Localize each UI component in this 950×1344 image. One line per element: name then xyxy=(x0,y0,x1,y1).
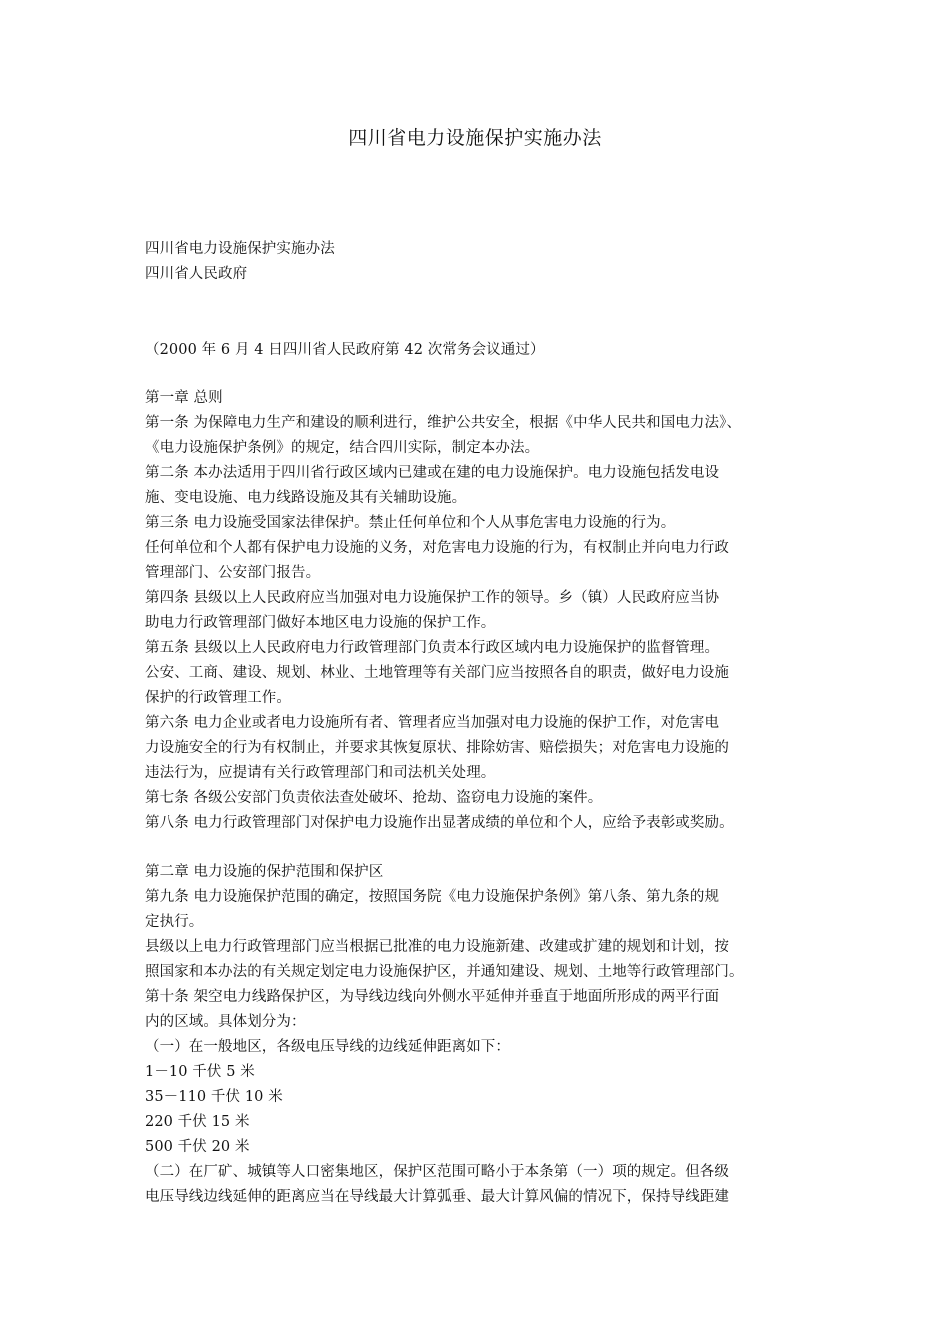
body-line: 公安、工商、建设、规划、林业、土地管理等有关部门应当按照各自的职责，做好电力设施 xyxy=(145,665,729,681)
body-line: 第七条 各级公安部门负责依法查处破坏、抢劫、盗窃电力设施的案件。 xyxy=(145,790,603,806)
body-line: （二）在厂矿、城镇等人口密集地区，保护区范围可略小于本条第（一）项的规定。但各级 xyxy=(145,1164,729,1180)
body-line: 内的区域。具体划分为： xyxy=(145,1014,306,1030)
body-line: 《电力设施保护条例》的规定，结合四川实际，制定本办法。 xyxy=(145,440,540,456)
chapter-heading: 第二章 电力设施的保护范围和保护区 xyxy=(145,864,384,880)
body-line: 保护的行政管理工作。 xyxy=(145,690,291,706)
body-line: 违法行为，应提请有关行政管理部门和司法机关处理。 xyxy=(145,765,496,781)
body-line: 第八条 电力行政管理部门对保护电力设施作出显著成绩的单位和个人，应给予表彰或奖励。 xyxy=(145,815,734,831)
body-line: 定执行。 xyxy=(145,914,204,930)
body-line: 第四条 县级以上人民政府应当加强对电力设施保护工作的领导。乡（镇）人民政府应当协 xyxy=(145,590,720,606)
body-line: 照国家和本办法的有关规定划定电力设施保护区，并通知建设、规划、土地等行政管理部门。 xyxy=(145,964,744,980)
body-line: 第九条 电力设施保护范围的确定，按照国务院《电力设施保护条例》第八条、第九条的规 xyxy=(145,889,720,905)
body-line: 第十条 架空电力线路保护区，为导线边线向外侧水平延伸并垂直于地面所形成的两平行面 xyxy=(145,989,720,1005)
chapter-heading: 第一章 总则 xyxy=(145,390,223,406)
body-line: 任何单位和个人都有保护电力设施的义务，对危害电力设施的行为，有权制止并向电力行政 xyxy=(145,540,729,556)
body-line: 500 千伏 20 米 xyxy=(145,1139,250,1155)
body-line: 第三条 电力设施受国家法律保护。禁止任何单位和个人从事危害电力设施的行为。 xyxy=(145,515,676,531)
body-line: 第五条 县级以上人民政府电力行政管理部门负责本行政区域内电力设施保护的监督管理。 xyxy=(145,640,720,656)
body-line: 电压导线边线延伸的距离应当在导线最大计算弧垂、最大计算风偏的情况下，保持导线距建 xyxy=(145,1189,729,1205)
document-subtitle: 四川省电力设施保护实施办法 xyxy=(145,241,335,257)
body-line: 35－110 千伏 10 米 xyxy=(145,1089,283,1105)
body-line: 力设施安全的行为有权制止，并要求其恢复原状、排除妨害、赔偿损失；对危害电力设施的 xyxy=(145,740,729,756)
body-line: 施、变电设施、电力线路设施及其有关辅助设施。 xyxy=(145,490,467,506)
body-line: 第一条 为保障电力生产和建设的顺利进行，维护公共安全，根据《中华人民共和国电力法》、 xyxy=(145,415,742,431)
body-line: 1－10 千伏 5 米 xyxy=(145,1064,255,1080)
body-line: （一）在一般地区，各级电压导线的边线延伸距离如下： xyxy=(145,1039,510,1055)
body-line: 220 千伏 15 米 xyxy=(145,1114,250,1130)
body-line: 助电力行政管理部门做好本地区电力设施的保护工作。 xyxy=(145,615,496,631)
body-line: 第六条 电力企业或者电力设施所有者、管理者应当加强对电力设施的保护工作，对危害电 xyxy=(145,715,720,731)
body-line: 第二条 本办法适用于四川省行政区域内已建或在建的电力设施保护。电力设施包括发电设 xyxy=(145,465,720,481)
issuer-name: 四川省人民政府 xyxy=(145,266,248,282)
adoption-note: （2000 年 6 月 4 日四川省人民政府第 42 次常务会议通过） xyxy=(145,342,545,358)
body-line: 县级以上电力行政管理部门应当根据已批准的电力设施新建、改建或扩建的规划和计划，按 xyxy=(145,939,729,955)
document-title: 四川省电力设施保护实施办法 xyxy=(348,127,602,149)
body-line: 管理部门、公安部门报告。 xyxy=(145,565,321,581)
